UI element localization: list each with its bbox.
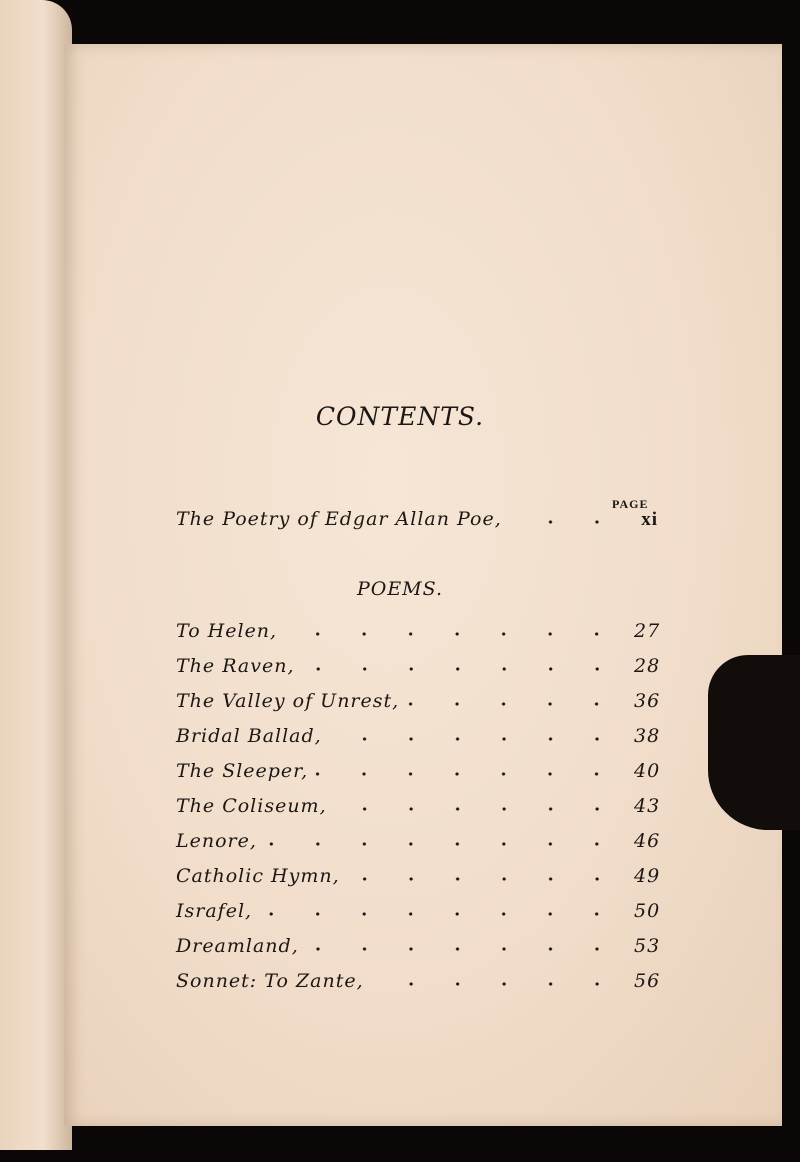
entry-page: 49 [634,865,661,887]
dot-leader [305,946,634,952]
toc-entry [176,935,661,957]
entry-title: Sonnet: To Zante, [176,970,364,992]
entry-title: Lenore, [176,830,257,852]
entry-page: 28 [634,655,661,677]
entry-title: The Sleeper, [176,760,309,782]
entry-title: To Helen, [176,620,278,642]
hand-holding-page [708,655,800,830]
dot-leader [333,806,634,812]
entry-title: The Valley of Unrest, [176,690,400,712]
entry-page: 46 [634,830,661,852]
page-column-label: PAGE [612,497,649,511]
dot-leader [508,519,634,525]
toc-entry [176,760,661,782]
section-heading-poems: POEMS. [356,578,444,600]
left-page-edge [0,0,72,1150]
entry-page: 56 [634,970,661,992]
entry-page: 50 [634,900,661,922]
dot-leader [258,911,634,917]
dot-leader [263,841,634,847]
contents-heading: CONTENTS. [315,402,485,431]
toc-entry [176,865,661,887]
toc-entry [176,690,661,712]
toc-entry [176,900,661,922]
dot-leader [328,736,634,742]
entry-title: The Raven, [176,655,295,677]
entry-page: 40 [634,760,661,782]
toc-entry [176,795,661,817]
toc-intro-entry [176,508,658,531]
toc-entry [176,620,661,642]
entry-title: Bridal Ballad, [176,725,322,747]
entry-page: 27 [634,620,661,642]
entry-title: The Poetry of Edgar Allan Poe, [176,508,502,530]
entry-page: 43 [634,795,661,817]
dot-leader [405,701,634,707]
entry-page: 36 [634,690,661,712]
toc-entry [176,970,661,992]
dot-leader [283,631,634,637]
entry-title: Dreamland, [176,935,299,957]
dot-leader [314,771,634,777]
entry-page: xi [641,509,658,530]
dot-leader [370,981,634,987]
entry-title: The Coliseum, [176,795,327,817]
dot-leader [301,666,634,672]
entry-page: 38 [634,725,661,747]
dot-leader [346,876,634,882]
entry-title: Catholic Hymn, [176,865,340,887]
toc-entry [176,830,661,852]
toc-entry [176,725,661,747]
toc-entry [176,655,661,677]
entry-title: Israfel, [176,900,253,922]
entry-page: 53 [634,935,661,957]
